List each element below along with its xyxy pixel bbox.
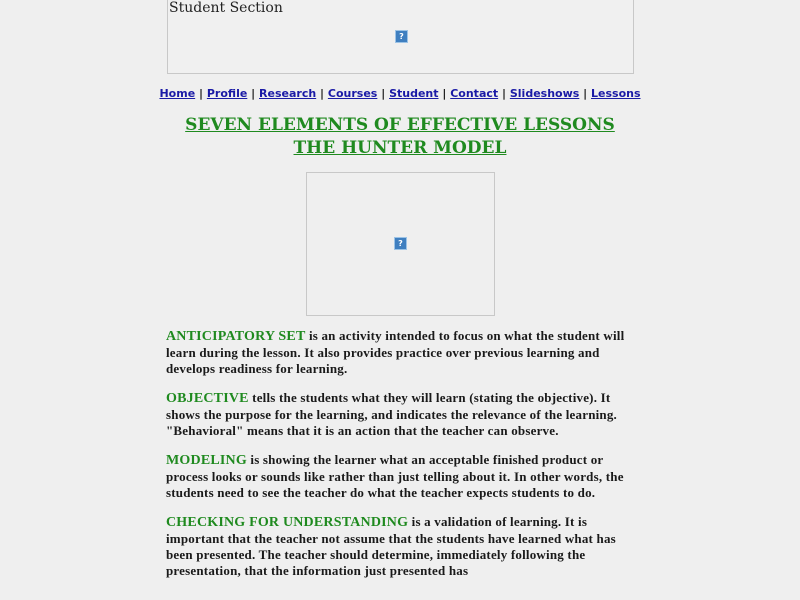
- lesson-content: [166, 328, 636, 579]
- nav-student[interactable]: Student: [389, 87, 439, 100]
- nav-profile[interactable]: Profile: [206, 87, 248, 100]
- nav-separator: |: [381, 87, 386, 100]
- nav-slideshows[interactable]: Slideshows: [509, 87, 580, 100]
- definition: is showing the learner what an acceptable finished product or process looks or sounds like rather than just telling about it. In other words, the students need to see the teacher do what the teacher expects students to do.: [166, 452, 624, 500]
- paragraph-modeling: [166, 452, 636, 501]
- page-title: [0, 114, 800, 160]
- nav-bar: [0, 87, 800, 100]
- broken-image-icon: ?: [394, 237, 407, 250]
- definition: is a validation of learning. It is important that the teacher not assume that the students have learned what has been presented. The teacher should determine, immediately following the presentation, that the information just presented has: [166, 514, 616, 578]
- nav-courses[interactable]: Courses: [327, 87, 378, 100]
- definition: tells the students what they will learn (stating the objective). It shows the purpose for the learning, and indicates the relevance of the learning. "Behavioral" means that it is an action that the teacher can observe.: [166, 390, 618, 438]
- term: ANTICIPATORY SET: [166, 329, 306, 344]
- nav-separator: |: [251, 87, 256, 100]
- definition: is an activity intended to focus on what the student will learn during the lesson. It also provides practice over previous learning and develops readiness for learning.: [166, 328, 625, 376]
- paragraph-checking-for-understanding: [166, 514, 636, 579]
- header-banner: [167, 0, 634, 74]
- title-line-2: THE HUNTER MODEL: [293, 138, 507, 158]
- paragraph-anticipatory-set: [166, 328, 636, 377]
- figure-image: [306, 172, 495, 316]
- title-line-1: SEVEN ELEMENTS OF EFFECTIVE LESSONS: [185, 115, 615, 135]
- term: OBJECTIVE: [166, 391, 249, 406]
- term: MODELING: [166, 453, 247, 468]
- section-label: Student Section: [169, 0, 283, 16]
- nav-home[interactable]: Home: [159, 87, 196, 100]
- nav-separator: |: [501, 87, 507, 100]
- term: CHECKING FOR UNDERSTANDING: [166, 515, 409, 530]
- nav-contact[interactable]: Contact: [450, 87, 499, 100]
- nav-separator: |: [583, 87, 588, 100]
- nav-research[interactable]: Research: [259, 87, 317, 100]
- nav-separator: |: [442, 87, 447, 100]
- broken-image-icon: ?: [395, 30, 408, 43]
- nav-separator: |: [199, 87, 204, 100]
- paragraph-objective: [166, 390, 636, 439]
- nav-lessons[interactable]: Lessons: [591, 87, 641, 100]
- nav-separator: |: [320, 87, 325, 100]
